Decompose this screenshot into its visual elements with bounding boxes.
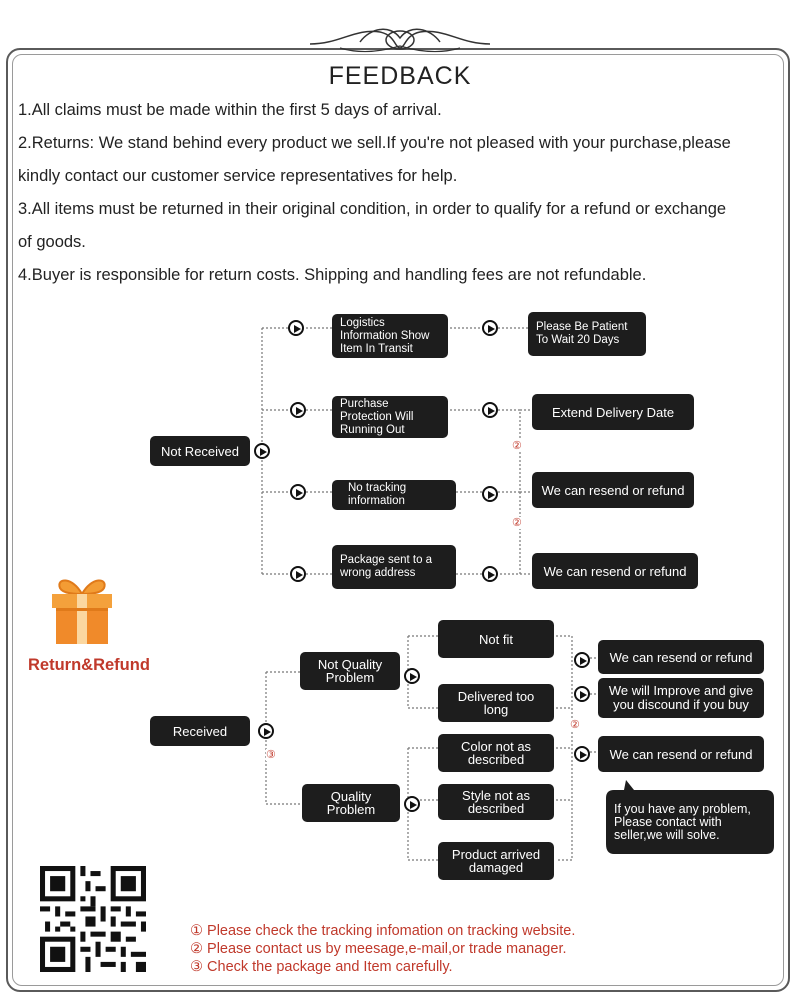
result-extend-delivery: Extend Delivery Date <box>532 394 694 430</box>
color-not-described-box: Color not as described <box>438 734 554 772</box>
note-contact: ② Please contact us by meesage,e-mail,or trade manager. <box>190 941 567 957</box>
received-box: Received <box>150 716 250 746</box>
arrow-icon <box>290 402 306 418</box>
policy-line-5: of goods. <box>18 233 86 251</box>
arrow-icon <box>482 402 498 418</box>
arrow-icon <box>288 320 304 336</box>
arrow-icon <box>482 566 498 582</box>
notes-list <box>190 922 575 976</box>
gift-icon <box>46 572 118 646</box>
result-wait-20-days: Please Be Patient To Wait 20 Days <box>528 312 646 356</box>
style-not-described-box: Style not as described <box>438 784 554 820</box>
step-mark: ② <box>512 517 522 529</box>
not-fit-box: Not fit <box>438 620 554 658</box>
qr-code-icon <box>40 866 146 972</box>
arrow-icon <box>258 723 274 739</box>
delivered-too-long-box: Delivered too long <box>438 684 554 722</box>
policy-line-1: 1.All claims must be made within the first 5 days of arrival. <box>18 101 442 119</box>
arrow-icon <box>290 484 306 500</box>
arrow-icon <box>574 652 590 668</box>
step-mark: ③ <box>266 749 276 761</box>
arrow-icon <box>254 443 270 459</box>
cause-wrong-address: Package sent to a wrong address <box>332 545 456 589</box>
result-resend-refund-1: We can resend or refund <box>532 472 694 508</box>
page-title: FEEDBACK <box>328 62 472 90</box>
cause-no-tracking: No tracking information <box>332 480 456 510</box>
result-improve-discount: We will Improve and give you discound if you buy <box>598 678 764 718</box>
step-mark: ② <box>512 440 522 452</box>
arrow-icon <box>404 796 420 812</box>
cause-protection-running-out: Purchase Protection Will Running Out <box>332 396 448 438</box>
policy-line-2: 2.Returns: We stand behind every product we sell.If you're not pleased with your purchase,please <box>18 134 731 152</box>
policy-line-3: kindly contact our customer service representatives for help. <box>18 167 458 185</box>
note-tracking: ① Please check the tracking infomation on tracking website. <box>190 923 576 939</box>
step-mark: ② <box>570 719 580 731</box>
arrow-icon <box>574 746 590 762</box>
arrow-icon <box>482 320 498 336</box>
quality-problem-box: Quality Problem <box>302 784 400 822</box>
policy-line-4: 3.All items must be returned in their original condition, in order to qualify for a refund or exchange <box>18 200 727 218</box>
arrow-icon <box>290 566 306 582</box>
contact-bubble-text: If you have any problem, Please contact with seller,we will solve. <box>614 801 751 842</box>
note-check-package: ③ Check the package and Item carefully. <box>190 959 453 975</box>
result-resend-refund-2: We can resend or refund <box>532 553 698 589</box>
arrow-icon <box>574 686 590 702</box>
policy-line-6: 4.Buyer is responsible for return costs. Shipping and handling fees are not refundable. <box>18 266 647 284</box>
return-refund-label: Return&Refund <box>28 656 150 674</box>
arrow-icon <box>482 486 498 502</box>
not-received-box: Not Received <box>150 436 250 466</box>
result-resend-refund-4: We can resend or refund <box>598 736 764 772</box>
cause-logistics-transit: Logistics Information Show Item In Transit <box>332 314 448 358</box>
arrow-icon <box>404 668 420 684</box>
product-damaged-box: Product arrived damaged <box>438 842 554 880</box>
not-quality-problem-box: Not Quality Problem <box>300 652 400 690</box>
result-resend-refund-3: We can resend or refund <box>598 640 764 674</box>
